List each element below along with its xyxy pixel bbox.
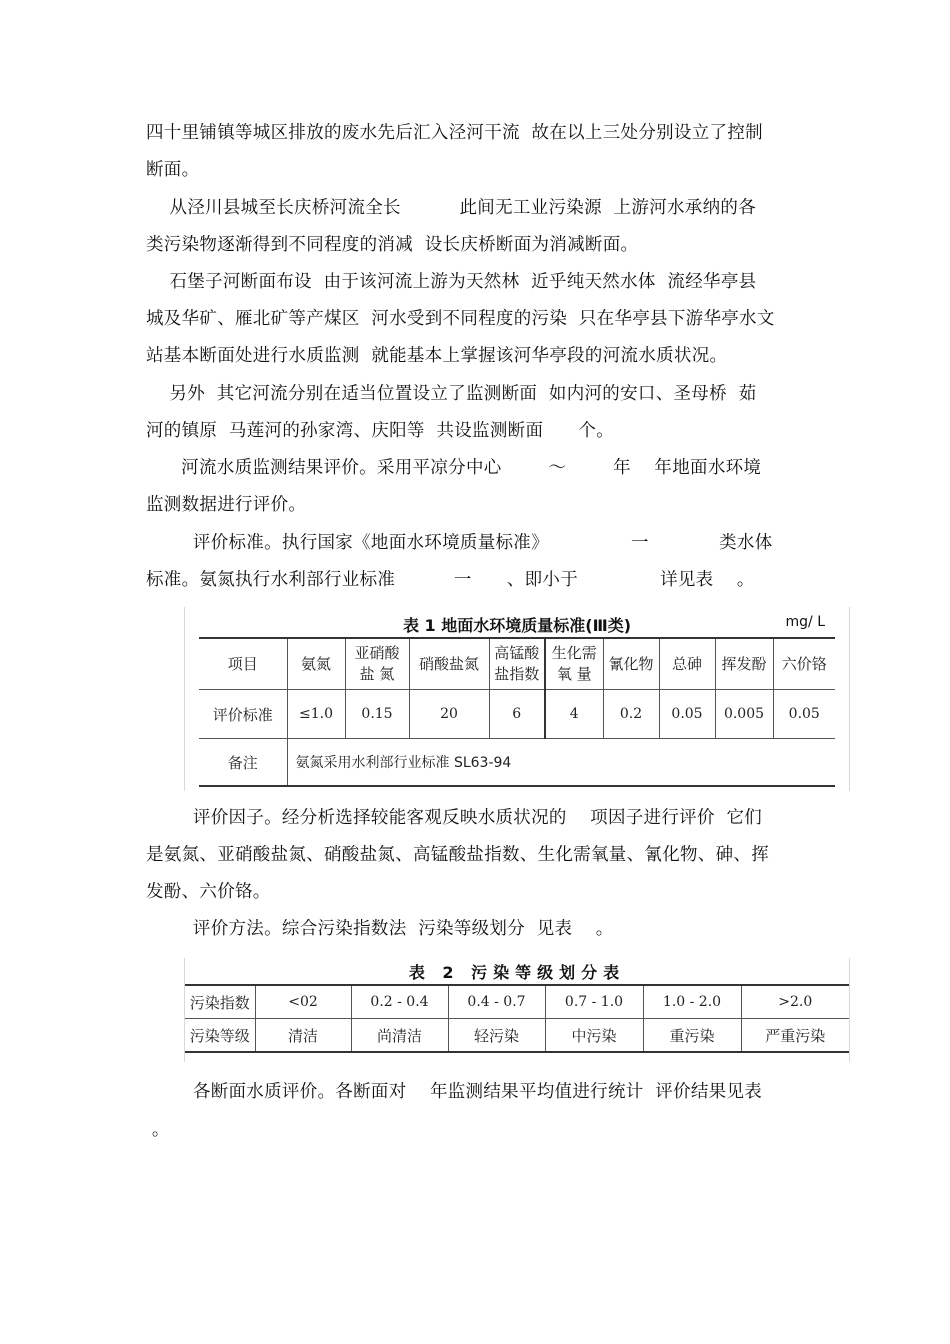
value-cell: 轻污染	[448, 1019, 545, 1053]
note-text: 氨氮采用水利部行业标准 SL63-94	[287, 739, 835, 787]
table-header-row	[199, 638, 835, 690]
paragraph-line: 河流水质监测结果评价。采用平凉分中心 ～ 年 年地面水环境	[146, 458, 762, 478]
value-cell: 0.2 - 0.4	[351, 985, 448, 1019]
paragraph-line: 各断面水质评价。各断面对 年监测结果平均值进行统计 评价结果见表	[146, 1082, 763, 1102]
header-cell: 生化需 氧 量	[545, 638, 603, 690]
value-cell: 0.05	[659, 690, 715, 739]
table-title: 表 1 地面水环境质量标准(Ⅲ类)	[402, 616, 632, 635]
paragraph-line: 监测数据进行评价。	[146, 495, 307, 515]
paragraph-line: 城及华矿、雁北矿等产煤区 河水受到不同程度的污染 只在华亭县下游华亭水文	[146, 309, 775, 329]
value-cell: 0.05	[773, 690, 835, 739]
paragraph-line: 另外 其它河流分别在适当位置设立了监测断面 如内河的安口、圣母桥 茹	[146, 384, 757, 404]
value-cell: 20	[409, 690, 489, 739]
header-cell: 氨氮	[287, 638, 345, 690]
header-cell: 氰化物	[603, 638, 659, 690]
table-row	[185, 1019, 849, 1053]
header-cell: 亚硝酸 盐 氮	[345, 638, 409, 690]
paragraph-line: 站基本断面处进行水质监测 就能基本上掌握该河华亭段的河流水质状况。	[146, 346, 728, 366]
grade-table	[185, 984, 849, 1053]
header-cell: 高锰酸 盐指数	[489, 638, 545, 690]
value-cell: >2.0	[741, 985, 849, 1019]
value-cell: 0.005	[715, 690, 773, 739]
table-pollution-grade	[184, 958, 850, 1062]
paragraph-line: 标准。氨氮执行水利部行业标准 一 、即小于 详见表 。	[146, 570, 755, 590]
row-label: 污染等级	[185, 1019, 255, 1053]
paragraph-line: 四十里铺镇等城区排放的废水先后汇入泾河干流 故在以上三处分别设立了控制	[146, 123, 763, 143]
paragraph-line: 是氨氮、亚硝酸盐氮、硝酸盐氮、高锰酸盐指数、生化需氧量、氰化物、砷、挥	[146, 845, 769, 865]
table-row	[185, 985, 849, 1019]
value-cell: 尚清洁	[351, 1019, 448, 1053]
value-cell: 0.7 - 1.0	[545, 985, 643, 1019]
header-cell: 总砷	[659, 638, 715, 690]
paragraph-line: 发酚、六价铬。	[146, 882, 271, 902]
value-cell: 4	[545, 690, 603, 739]
value-cell: 严重污染	[741, 1019, 849, 1053]
header-cell: 项目	[199, 638, 287, 690]
note-label: 备注	[199, 739, 287, 787]
table-water-quality-standard	[184, 607, 850, 791]
paragraph-line: 。	[146, 1120, 170, 1140]
header-cell: 硝酸盐氮	[409, 638, 489, 690]
value-cell: <02	[255, 985, 351, 1019]
value-cell: ≤1.0	[287, 690, 345, 739]
value-cell: 0.2	[603, 690, 659, 739]
value-cell: 6	[489, 690, 545, 739]
table-title: 表 2 污染等级划分表	[408, 963, 626, 982]
paragraph-line: 评价标准。执行国家《地面水环境质量标准》 一 类水体	[146, 533, 773, 553]
value-cell: 0.15	[345, 690, 409, 739]
value-cell: 0.4 - 0.7	[448, 985, 545, 1019]
header-cell: 六价铬	[773, 638, 835, 690]
value-cell: 中污染	[545, 1019, 643, 1053]
paragraph-line: 断面。	[146, 160, 200, 180]
paragraph-line: 石堡子河断面布设 由于该河流上游为天然林 近乎纯天然水体 流经华亭县	[146, 272, 757, 292]
paragraph-line: 评价方法。综合污染指数法 污染等级划分 见表 。	[146, 919, 614, 939]
value-cell: 清洁	[255, 1019, 351, 1053]
paragraph-line: 从泾川县城至长庆桥河流全长 此间无工业污染源 上游河水承纳的各	[146, 198, 757, 218]
value-cell: 1.0 - 2.0	[643, 985, 741, 1019]
value-cell: 重污染	[643, 1019, 741, 1053]
table-row	[199, 690, 835, 739]
row-label: 评价标准	[199, 690, 287, 739]
paragraph-line: 评价因子。经分析选择较能客观反映水质状况的 项因子进行评价 它们	[146, 808, 763, 828]
paragraph-line: 河的镇原 马莲河的孙家湾、庆阳等 共设监测断面 个。	[146, 421, 615, 441]
table-unit: mg/ L	[785, 614, 825, 630]
header-cell: 挥发酚	[715, 638, 773, 690]
row-label: 污染指数	[185, 985, 255, 1019]
table-note-row	[199, 739, 835, 787]
paragraph-line: 类污染物逐渐得到不同程度的消减 设长庆桥断面为消减断面。	[146, 235, 639, 255]
standard-table	[199, 637, 835, 787]
